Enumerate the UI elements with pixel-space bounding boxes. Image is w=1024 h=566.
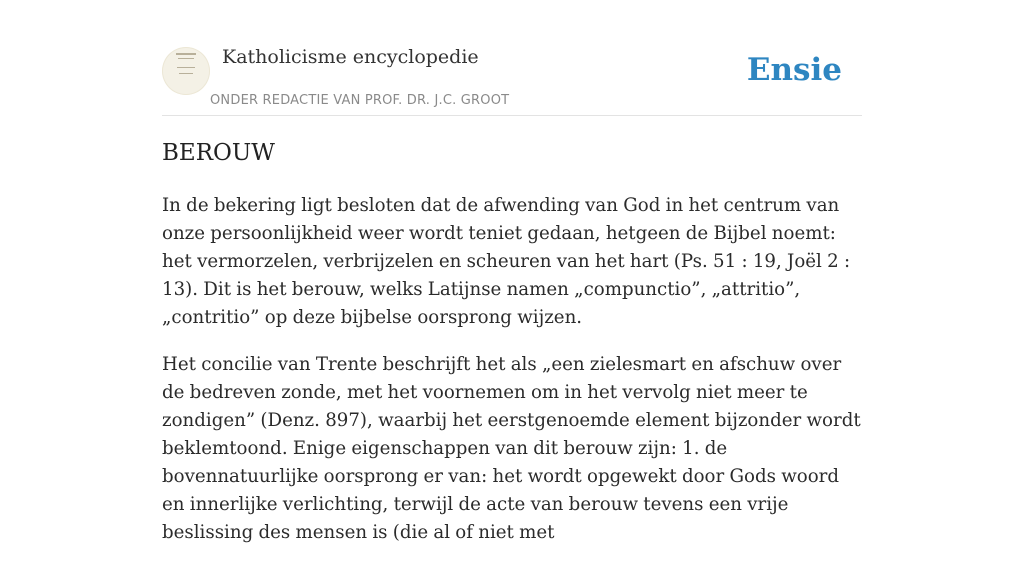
cover-decoration [178, 58, 194, 59]
article-paragraph: Het concilie van Trente beschrijft het als „een zielesmart en afschuw over de bedreven zonde, met het voornemen om in het vervolg niet meer te zondigen” (Denz. 897), waarbij het eerstgenoemde element bijzonder wordt beklemtoond. Enige eigenschappen van dit berouw zijn: 1. de bovennatuurlijke oorsprong er van: het wordt opgewekt door Gods woord en innerlijke verlichting, terwijl de acte van berouw tevens een vrije beslissing des mensen is (die al of niet met [162, 354, 861, 543]
cover-decoration [176, 53, 196, 55]
cover-decoration [177, 67, 195, 68]
article-title: BEROUW [162, 140, 275, 166]
article-body [162, 192, 862, 566]
book-cover-image[interactable] [162, 47, 210, 95]
site-title[interactable]: Katholicisme encyclopedie [222, 46, 479, 68]
brand-logo[interactable]: Ensie [746, 52, 842, 88]
editor-line: ONDER REDACTIE VAN PROF. DR. J.C. GROOT [210, 93, 510, 108]
site-header [162, 44, 862, 116]
article-paragraph: In de bekering ligt besloten dat de afwending van God in het centrum van onze persoonlijkheid weer wordt teniet gedaan, hetgeen de Bijbel noemt: het vermorzelen, verbrijzelen en scheuren van het hart (Ps. 51 : 19, Joël 2 : 13). Dit is het berouw, welks Latijnse namen „compunctio”, „attritio”, „contritio” op deze bijbelse oorsprong wijzen. [162, 195, 851, 328]
cover-decoration [179, 73, 193, 74]
